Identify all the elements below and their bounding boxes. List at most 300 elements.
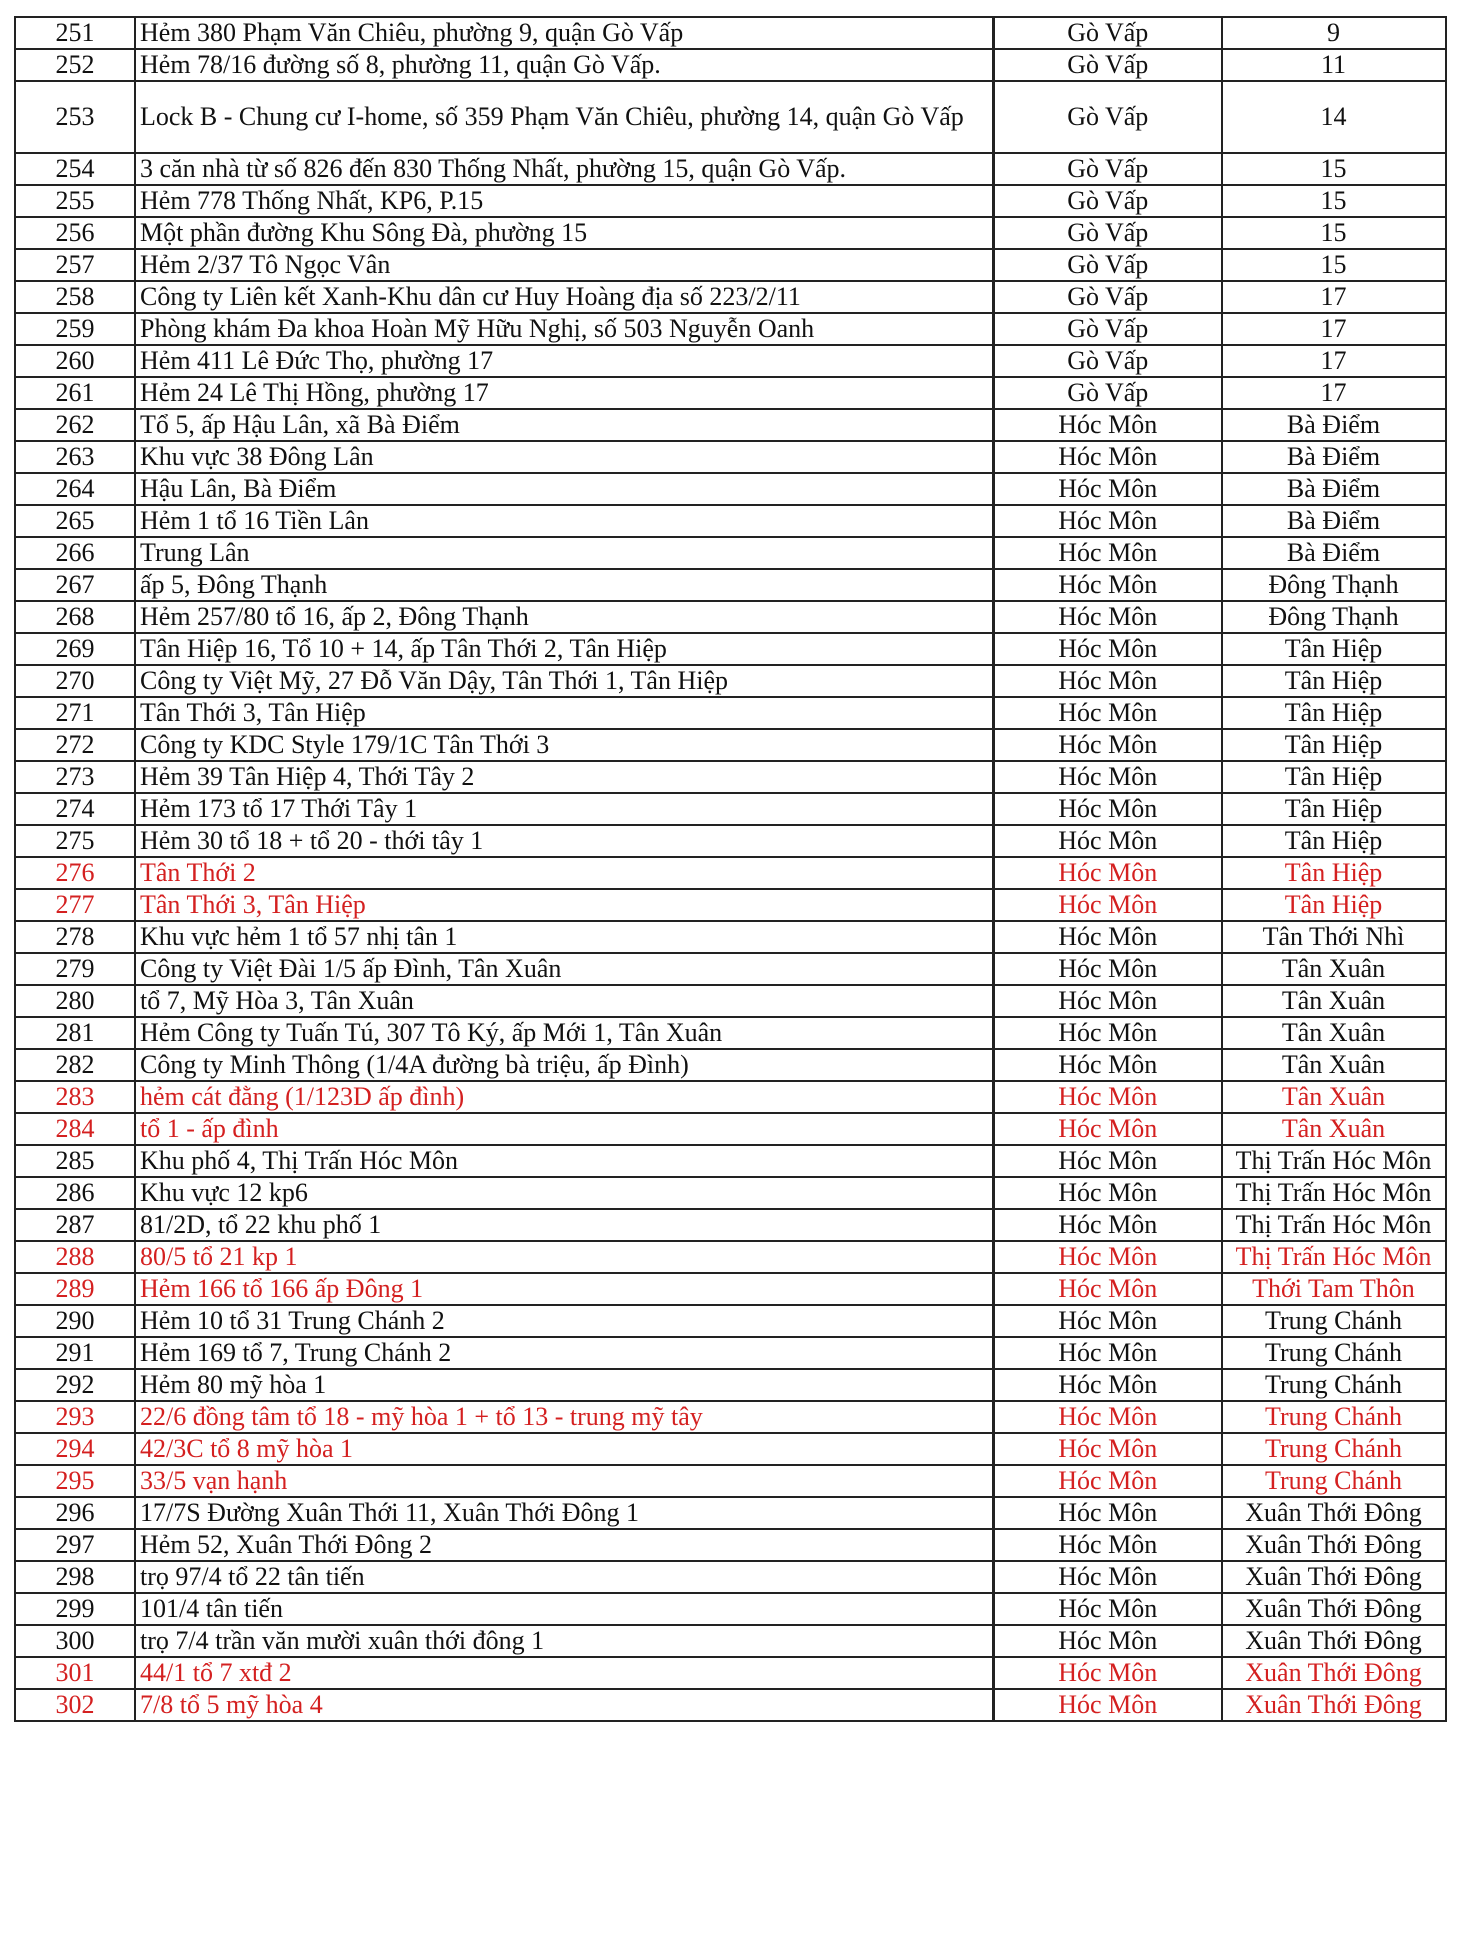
row-address: 17/7S Đường Xuân Thới 11, Xuân Thới Đông 1 (135, 1497, 993, 1529)
row-number: 286 (15, 1177, 135, 1209)
row-ward: 17 (1222, 377, 1446, 409)
table-row (994, 729, 1446, 761)
row-address: Khu vực 38 Đông Lân (135, 441, 993, 473)
row-number: 262 (15, 409, 135, 441)
row-address: Hẻm 257/80 tổ 16, ấp 2, Đông Thạnh (135, 601, 993, 633)
table-row (994, 1337, 1446, 1369)
row-number: 263 (15, 441, 135, 473)
row-district: Gò Vấp (994, 377, 1222, 409)
table-row (994, 49, 1446, 81)
row-ward: 15 (1222, 153, 1446, 185)
row-number: 274 (15, 793, 135, 825)
row-district: Hóc Môn (994, 953, 1222, 985)
row-number: 287 (15, 1209, 135, 1241)
row-district: Hóc Môn (994, 633, 1222, 665)
table-row (994, 185, 1446, 217)
table-row (15, 729, 993, 761)
table-row (994, 953, 1446, 985)
row-ward: Tân Xuân (1222, 1113, 1446, 1145)
row-ward: Bà Điểm (1222, 409, 1446, 441)
row-district: Gò Vấp (994, 49, 1222, 81)
row-ward: Tân Xuân (1222, 1081, 1446, 1113)
row-district: Hóc Môn (994, 1049, 1222, 1081)
row-number: 288 (15, 1241, 135, 1273)
row-address: Hẻm 24 Lê Thị Hồng, phường 17 (135, 377, 993, 409)
table-row (15, 857, 993, 889)
table-row (15, 921, 993, 953)
row-ward: Tân Hiệp (1222, 697, 1446, 729)
row-ward: Bà Điểm (1222, 441, 1446, 473)
row-address: Hậu Lân, Bà Điểm (135, 473, 993, 505)
table-row (994, 217, 1446, 249)
row-district: Hóc Môn (994, 1657, 1222, 1689)
row-address: 80/5 tổ 21 kp 1 (135, 1241, 993, 1273)
row-district: Hóc Môn (994, 1689, 1222, 1721)
table-row (994, 537, 1446, 569)
table-row (994, 1241, 1446, 1273)
table-row (15, 249, 993, 281)
row-number: 255 (15, 185, 135, 217)
row-ward: Tân Hiệp (1222, 761, 1446, 793)
row-district: Gò Vấp (994, 17, 1222, 49)
row-number: 297 (15, 1529, 135, 1561)
table-row (994, 313, 1446, 345)
row-number: 280 (15, 985, 135, 1017)
row-number: 292 (15, 1369, 135, 1401)
row-address: 3 căn nhà từ số 826 đến 830 Thống Nhất, phường 15, quận Gò Vấp. (135, 153, 993, 185)
row-address: Công ty Việt Mỹ, 27 Đỗ Văn Dậy, Tân Thới 1, Tân Hiệp (135, 665, 993, 697)
row-address: Hẻm 39 Tân Hiệp 4, Thới Tây 2 (135, 761, 993, 793)
row-district: Hóc Môn (994, 505, 1222, 537)
row-address: Hẻm 380 Phạm Văn Chiêu, phường 9, quận Gò Vấp (135, 17, 993, 49)
table-row (15, 1433, 993, 1465)
table-row (15, 953, 993, 985)
table-row (15, 1241, 993, 1273)
row-address: Hẻm 169 tổ 7, Trung Chánh 2 (135, 1337, 993, 1369)
row-address: Hẻm 166 tổ 166 ấp Đông 1 (135, 1273, 993, 1305)
table-row (15, 1017, 993, 1049)
row-number: 281 (15, 1017, 135, 1049)
row-number: 293 (15, 1401, 135, 1433)
row-ward: Thị Trấn Hóc Môn (1222, 1209, 1446, 1241)
table-row (15, 1145, 993, 1177)
table-row (994, 1305, 1446, 1337)
row-number: 267 (15, 569, 135, 601)
row-address: Hẻm Công ty Tuấn Tú, 307 Tô Ký, ấp Mới 1, Tân Xuân (135, 1017, 993, 1049)
row-address: Tân Thới 3, Tân Hiệp (135, 697, 993, 729)
row-district: Gò Vấp (994, 313, 1222, 345)
row-ward: Đông Thạnh (1222, 569, 1446, 601)
table-row (994, 249, 1446, 281)
table-row (994, 1369, 1446, 1401)
row-number: 277 (15, 889, 135, 921)
table-row (15, 761, 993, 793)
row-ward: Xuân Thới Đông (1222, 1593, 1446, 1625)
table-row (15, 1273, 993, 1305)
row-number: 291 (15, 1337, 135, 1369)
row-district: Gò Vấp (994, 185, 1222, 217)
row-ward: 17 (1222, 345, 1446, 377)
table-row (15, 985, 993, 1017)
row-address: Trung Lân (135, 537, 993, 569)
row-address: 81/2D, tổ 22 khu phố 1 (135, 1209, 993, 1241)
table-row (994, 377, 1446, 409)
row-address: trọ 97/4 tổ 22 tân tiến (135, 1561, 993, 1593)
table-row (994, 825, 1446, 857)
row-address: tổ 7, Mỹ Hòa 3, Tân Xuân (135, 985, 993, 1017)
table-row (15, 1177, 993, 1209)
row-ward: Tân Xuân (1222, 1049, 1446, 1081)
table-row (994, 1081, 1446, 1113)
row-number: 284 (15, 1113, 135, 1145)
row-number: 289 (15, 1273, 135, 1305)
row-ward: Trung Chánh (1222, 1337, 1446, 1369)
row-number: 253 (15, 81, 135, 153)
table-row (15, 825, 993, 857)
row-district: Hóc Môn (994, 1113, 1222, 1145)
table-row (994, 1625, 1446, 1657)
row-ward: Trung Chánh (1222, 1401, 1446, 1433)
row-number: 299 (15, 1593, 135, 1625)
table-row (994, 601, 1446, 633)
row-number: 300 (15, 1625, 135, 1657)
row-address: Tân Thới 2 (135, 857, 993, 889)
row-ward: 17 (1222, 281, 1446, 313)
table-row (994, 17, 1446, 49)
row-number: 298 (15, 1561, 135, 1593)
row-district: Hóc Môn (994, 1401, 1222, 1433)
table-row (994, 569, 1446, 601)
row-number: 301 (15, 1657, 135, 1689)
row-district: Gò Vấp (994, 345, 1222, 377)
address-table (14, 16, 994, 1722)
table-row (15, 1497, 993, 1529)
row-ward: Đông Thạnh (1222, 601, 1446, 633)
table-row (994, 1529, 1446, 1561)
row-number: 290 (15, 1305, 135, 1337)
table-row (994, 1209, 1446, 1241)
row-address: Lock B - Chung cư I-home, số 359 Phạm Văn Chiêu, phường 14, quận Gò Vấp (135, 81, 993, 153)
table-row (15, 1561, 993, 1593)
row-district: Gò Vấp (994, 81, 1222, 153)
table-row (15, 185, 993, 217)
row-ward: Tân Hiệp (1222, 889, 1446, 921)
row-ward: Trung Chánh (1222, 1369, 1446, 1401)
table-row (994, 81, 1446, 153)
row-address: Khu phố 4, Thị Trấn Hóc Môn (135, 1145, 993, 1177)
table-row (15, 345, 993, 377)
row-district: Hóc Môn (994, 569, 1222, 601)
row-district: Gò Vấp (994, 153, 1222, 185)
row-district: Hóc Môn (994, 409, 1222, 441)
table-row (994, 1657, 1446, 1689)
table-row (15, 537, 993, 569)
row-address: Phòng khám Đa khoa Hoàn Mỹ Hữu Nghị, số 503 Nguyễn Oanh (135, 313, 993, 345)
row-number: 258 (15, 281, 135, 313)
row-district: Hóc Môn (994, 697, 1222, 729)
row-ward: Bà Điểm (1222, 505, 1446, 537)
table-row (994, 409, 1446, 441)
table-row (15, 1305, 993, 1337)
row-number: 270 (15, 665, 135, 697)
row-number: 261 (15, 377, 135, 409)
row-district: Hóc Môn (994, 1145, 1222, 1177)
table-row (994, 665, 1446, 697)
table-row (994, 1177, 1446, 1209)
row-address: Hẻm 52, Xuân Thới Đông 2 (135, 1529, 993, 1561)
row-number: 278 (15, 921, 135, 953)
row-district: Hóc Môn (994, 825, 1222, 857)
table-row (15, 793, 993, 825)
table-row (15, 505, 993, 537)
row-number: 254 (15, 153, 135, 185)
row-address: trọ 7/4 trần văn mười xuân thới đông 1 (135, 1625, 993, 1657)
row-district: Hóc Môn (994, 1529, 1222, 1561)
district-ward-table (992, 16, 1447, 1722)
row-number: 279 (15, 953, 135, 985)
table-row (994, 1049, 1446, 1081)
row-district: Hóc Môn (994, 729, 1222, 761)
row-district: Gò Vấp (994, 217, 1222, 249)
row-ward: Xuân Thới Đông (1222, 1657, 1446, 1689)
table-row (994, 1465, 1446, 1497)
table-row (15, 49, 993, 81)
row-district: Hóc Môn (994, 1337, 1222, 1369)
table-row (15, 569, 993, 601)
row-district: Hóc Môn (994, 1081, 1222, 1113)
row-district: Hóc Môn (994, 1305, 1222, 1337)
table-row (994, 473, 1446, 505)
row-ward: 15 (1222, 217, 1446, 249)
row-ward: Tân Hiệp (1222, 729, 1446, 761)
row-ward: Thị Trấn Hóc Môn (1222, 1241, 1446, 1273)
row-ward: Xuân Thới Đông (1222, 1689, 1446, 1721)
table-row (994, 985, 1446, 1017)
row-number: 260 (15, 345, 135, 377)
row-address: Hẻm 78/16 đường số 8, phường 11, quận Gò Vấp. (135, 49, 993, 81)
row-district: Hóc Môn (994, 1497, 1222, 1529)
table-row (15, 697, 993, 729)
row-number: 252 (15, 49, 135, 81)
row-address: Một phần đường Khu Sông Đà, phường 15 (135, 217, 993, 249)
table-row (994, 889, 1446, 921)
row-address: 7/8 tổ 5 mỹ hòa 4 (135, 1689, 993, 1721)
row-district: Hóc Môn (994, 1209, 1222, 1241)
row-ward: Xuân Thới Đông (1222, 1497, 1446, 1529)
row-number: 272 (15, 729, 135, 761)
table-row (994, 281, 1446, 313)
row-district: Gò Vấp (994, 281, 1222, 313)
row-ward: Thới Tam Thôn (1222, 1273, 1446, 1305)
row-address: Hẻm 30 tổ 18 + tổ 20 - thới tây 1 (135, 825, 993, 857)
row-district: Hóc Môn (994, 1465, 1222, 1497)
table-row (994, 505, 1446, 537)
table-row (15, 1529, 993, 1561)
row-ward: 9 (1222, 17, 1446, 49)
row-number: 285 (15, 1145, 135, 1177)
table-row (15, 1369, 993, 1401)
row-ward: Tân Hiệp (1222, 665, 1446, 697)
row-ward: Xuân Thới Đông (1222, 1561, 1446, 1593)
row-address: Hẻm 411 Lê Đức Thọ, phường 17 (135, 345, 993, 377)
table-row (994, 1497, 1446, 1529)
row-address: 33/5 vạn hạnh (135, 1465, 993, 1497)
row-ward: Tân Xuân (1222, 953, 1446, 985)
row-district: Hóc Môn (994, 985, 1222, 1017)
row-number: 295 (15, 1465, 135, 1497)
row-ward: Tân Hiệp (1222, 793, 1446, 825)
row-number: 259 (15, 313, 135, 345)
row-address: Khu vực 12 kp6 (135, 1177, 993, 1209)
row-ward: Tân Hiệp (1222, 633, 1446, 665)
row-ward: 11 (1222, 49, 1446, 81)
table-row (15, 441, 993, 473)
row-district: Gò Vấp (994, 249, 1222, 281)
table-row (15, 81, 993, 153)
row-number: 265 (15, 505, 135, 537)
table-row (994, 633, 1446, 665)
row-district: Hóc Môn (994, 1273, 1222, 1305)
table-row (994, 441, 1446, 473)
row-ward: Tân Xuân (1222, 985, 1446, 1017)
row-ward: Tân Xuân (1222, 1017, 1446, 1049)
row-district: Hóc Môn (994, 1561, 1222, 1593)
row-address: Khu vực hẻm 1 tổ 57 nhị tân 1 (135, 921, 993, 953)
row-district: Hóc Môn (994, 761, 1222, 793)
table-row (994, 1273, 1446, 1305)
row-number: 257 (15, 249, 135, 281)
row-district: Hóc Môn (994, 1433, 1222, 1465)
table-row (994, 1113, 1446, 1145)
table-row (15, 473, 993, 505)
table-row (15, 665, 993, 697)
row-address: Công ty Việt Đài 1/5 ấp Đình, Tân Xuân (135, 953, 993, 985)
table-row (15, 17, 993, 49)
table-row (994, 1561, 1446, 1593)
row-address: Tân Thới 3, Tân Hiệp (135, 889, 993, 921)
table-row (994, 1145, 1446, 1177)
row-district: Hóc Môn (994, 665, 1222, 697)
row-district: Hóc Môn (994, 601, 1222, 633)
row-number: 276 (15, 857, 135, 889)
row-number: 264 (15, 473, 135, 505)
row-number: 273 (15, 761, 135, 793)
row-ward: Trung Chánh (1222, 1433, 1446, 1465)
row-number: 256 (15, 217, 135, 249)
row-address: Công ty KDC Style 179/1C Tân Thới 3 (135, 729, 993, 761)
table-row (15, 1049, 993, 1081)
row-district: Hóc Môn (994, 1017, 1222, 1049)
row-ward: Thị Trấn Hóc Môn (1222, 1177, 1446, 1209)
table-row (994, 697, 1446, 729)
row-address: Hẻm 1 tổ 16 Tiền Lân (135, 505, 993, 537)
table-row (15, 1209, 993, 1241)
table-row (994, 761, 1446, 793)
table-row (15, 377, 993, 409)
row-address: hẻm cát đằng (1/123D ấp đình) (135, 1081, 993, 1113)
row-number: 268 (15, 601, 135, 633)
row-address: Hẻm 173 tổ 17 Thới Tây 1 (135, 793, 993, 825)
table-row (15, 313, 993, 345)
row-district: Hóc Môn (994, 1177, 1222, 1209)
row-number: 282 (15, 1049, 135, 1081)
row-ward: Xuân Thới Đông (1222, 1529, 1446, 1561)
table-row (994, 1689, 1446, 1721)
row-address: 42/3C tổ 8 mỹ hòa 1 (135, 1433, 993, 1465)
row-number: 296 (15, 1497, 135, 1529)
row-district: Hóc Môn (994, 441, 1222, 473)
row-number: 266 (15, 537, 135, 569)
row-ward: 14 (1222, 81, 1446, 153)
row-ward: Bà Điểm (1222, 537, 1446, 569)
row-address: 44/1 tổ 7 xtđ 2 (135, 1657, 993, 1689)
table-row (994, 153, 1446, 185)
row-number: 251 (15, 17, 135, 49)
row-ward: Thị Trấn Hóc Môn (1222, 1145, 1446, 1177)
row-district: Hóc Môn (994, 1241, 1222, 1273)
row-ward: Tân Hiệp (1222, 825, 1446, 857)
row-number: 283 (15, 1081, 135, 1113)
table-row (994, 345, 1446, 377)
row-ward: Bà Điểm (1222, 473, 1446, 505)
row-ward: 15 (1222, 249, 1446, 281)
row-address: Hẻm 778 Thống Nhất, KP6, P.15 (135, 185, 993, 217)
row-address: Tân Hiệp 16, Tổ 10 + 14, ấp Tân Thới 2, Tân Hiệp (135, 633, 993, 665)
row-address: Công ty Liên kết Xanh-Khu dân cư Huy Hoàng địa số 223/2/11 (135, 281, 993, 313)
row-ward: Tân Thới Nhì (1222, 921, 1446, 953)
row-number: 271 (15, 697, 135, 729)
table-row (15, 1593, 993, 1625)
row-district: Hóc Môn (994, 537, 1222, 569)
table-row (15, 1113, 993, 1145)
row-address: tổ 1 - ấp đình (135, 1113, 993, 1145)
row-district: Hóc Môn (994, 473, 1222, 505)
row-address: Hẻm 80 mỹ hòa 1 (135, 1369, 993, 1401)
row-number: 275 (15, 825, 135, 857)
row-address: ấp 5, Đông Thạnh (135, 569, 993, 601)
address-table-body (15, 17, 993, 1721)
row-address: 101/4 tân tiến (135, 1593, 993, 1625)
table-row (15, 1657, 993, 1689)
table-row (994, 921, 1446, 953)
table-row (15, 633, 993, 665)
table-row (994, 793, 1446, 825)
table-row (994, 1433, 1446, 1465)
row-address: Hẻm 10 tổ 31 Trung Chánh 2 (135, 1305, 993, 1337)
table-row (994, 1017, 1446, 1049)
row-district: Hóc Môn (994, 857, 1222, 889)
row-district: Hóc Môn (994, 1625, 1222, 1657)
row-district: Hóc Môn (994, 889, 1222, 921)
row-number: 294 (15, 1433, 135, 1465)
table-row (15, 217, 993, 249)
table-row (15, 1625, 993, 1657)
table-row (15, 153, 993, 185)
row-ward: Trung Chánh (1222, 1305, 1446, 1337)
table-row (15, 1081, 993, 1113)
row-number: 269 (15, 633, 135, 665)
table-row (15, 1689, 993, 1721)
row-district: Hóc Môn (994, 1593, 1222, 1625)
row-address: Công ty Minh Thông (1/4A đường bà triệu, ấp Đình) (135, 1049, 993, 1081)
table-row (994, 1401, 1446, 1433)
table-row (15, 1401, 993, 1433)
row-address: Hẻm 2/37 Tô Ngọc Vân (135, 249, 993, 281)
row-address: Tổ 5, ấp Hậu Lân, xã Bà Điểm (135, 409, 993, 441)
table-row (15, 281, 993, 313)
row-ward: 17 (1222, 313, 1446, 345)
row-ward: 15 (1222, 185, 1446, 217)
